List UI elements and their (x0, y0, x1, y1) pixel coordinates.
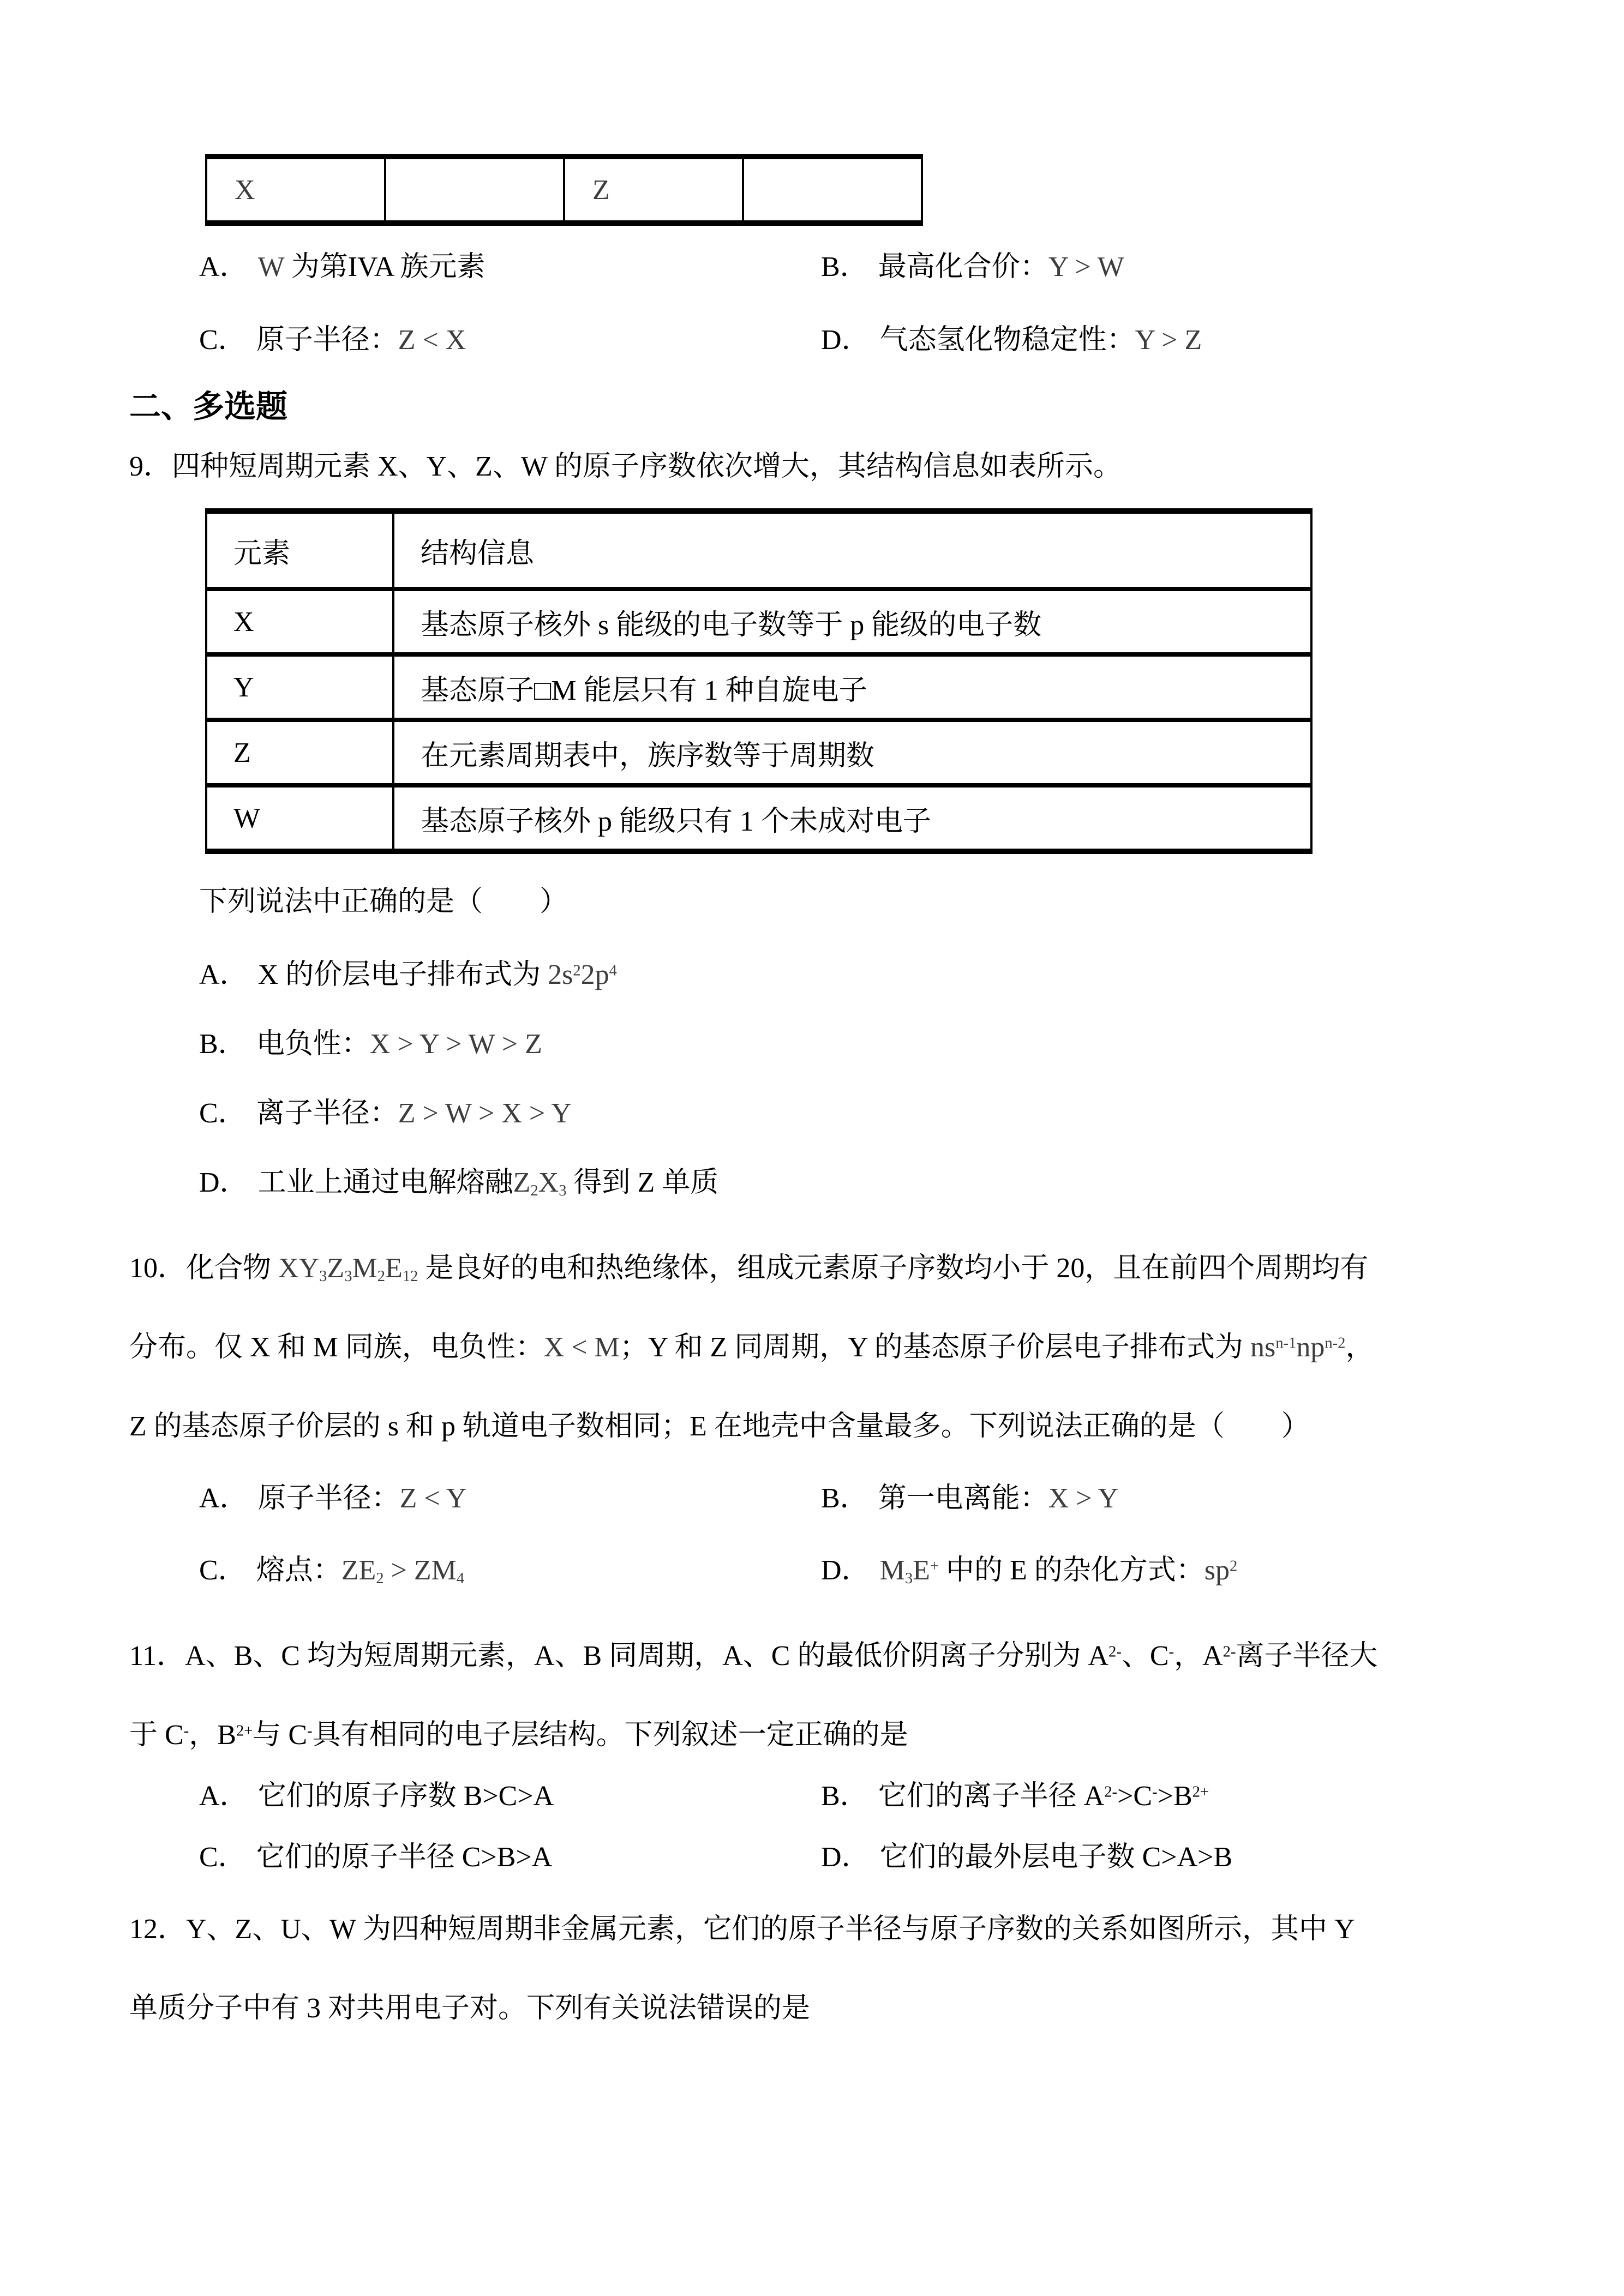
fragment-cell-x (206, 157, 385, 223)
element-x-label: X (235, 174, 255, 206)
option-label: B． (821, 1781, 868, 1812)
option-label: A． (199, 1483, 248, 1514)
header-structure-info: 结构信息 (393, 511, 1311, 589)
option-text: 工业上通过电解熔融$Z_2X_3$ 得到 Z 单质 (257, 1167, 719, 1200)
q9-structure-info-table (205, 508, 1313, 854)
q11-stem-line-1: 11．A、B、C 均为短周期元素，A、B 同周期，A、C 的最低价阴离子分别为 $A^{2-}$、C-，$A^{2-}$离子半径大 (129, 1640, 1378, 1672)
q11-option-a (199, 1777, 821, 1816)
cell-element: Z (206, 720, 393, 785)
cell-info: 基态原子核外 p 能级只有 1 个未成对电子 (393, 785, 1311, 851)
cell-info: 基态原子□M 能层只有 1 种自旋电子 (393, 654, 1311, 720)
option-text: 第一电离能：X > Y (878, 1483, 1119, 1514)
cell-element: X (206, 589, 393, 654)
option-text: $M_3E^+$ 中的 E 的杂化方式：$sp^2$ (879, 1555, 1238, 1588)
section-heading-multiple-choice: 二、多选题 (129, 389, 288, 424)
table-row-x (206, 589, 1311, 654)
option-text: 熔点：$ZE_2 > ZM_4$ (256, 1555, 465, 1588)
option-text: 它们的原子半径 C>B>A (256, 1842, 553, 1873)
q8-option-a (199, 248, 821, 287)
option-label: B． (821, 1483, 868, 1514)
q10-stem-line-3: Z 的基态原子价层的 s 和 p 轨道电子数相同；E 在地壳中含量最多。下列说法正确的是（ ） (129, 1411, 1310, 1442)
option-label: A． (199, 1781, 248, 1812)
option-label: C． (199, 324, 247, 356)
table-header-row (206, 511, 1311, 589)
cell-info: 基态原子核外 s 能级的电子数等于 p 能级的电子数 (393, 589, 1311, 654)
element-z-label: Z (592, 174, 610, 206)
q9-option-a (129, 955, 1495, 995)
option-label: D． (821, 324, 870, 356)
q10-stem-line-1: 10．化合物 $XY_3Z_3M_2E_{12}$ 是良好的电和热绝缘体，组成元素原子序数均小于 20，且在前四个周期均有 (129, 1253, 1369, 1285)
q11-stem-line-2: 于 C-，$B^{2+}$与 C-具有相同的电子层结构。下列叙述一定正确的是 (129, 1720, 908, 1751)
option-text: 最高化合价：Y > W (878, 251, 1124, 283)
q8-option-c (199, 321, 821, 360)
q10-options-row-2 (129, 1551, 1495, 1590)
table-row-w (206, 785, 1311, 851)
option-text: 电负性：X > Y > W > Z (256, 1029, 542, 1060)
option-text: 它们的原子序数 B>C>A (257, 1781, 554, 1812)
q9-option-c (129, 1094, 1495, 1133)
option-label: D． (821, 1842, 870, 1873)
q9-option-d (129, 1163, 1495, 1203)
option-label: C． (199, 1555, 247, 1586)
option-label: D． (821, 1555, 870, 1586)
q8-options-row-2 (129, 321, 1495, 360)
fragment-cell-empty-1 (385, 157, 564, 223)
cell-element: Y (206, 654, 393, 720)
header-element: 元素 (206, 511, 393, 589)
option-text: 它们的离子半径 $A^{2-}>C^->B^{2+}$ (878, 1781, 1209, 1812)
q12-stem-line-2: 单质分子中有 3 对共用电子对。下列有关说法错误的是 (129, 1993, 811, 2024)
q11-options-row-1 (129, 1777, 1495, 1816)
q8-option-b (821, 248, 1124, 287)
option-text: 它们的最外层电子数 C>A>B (879, 1842, 1233, 1873)
option-text: 原子半径：Z < Y (257, 1483, 467, 1514)
q11-option-d (821, 1838, 1232, 1877)
option-text: 气态氢化物稳定性：Y > Z (879, 324, 1202, 356)
q8-periodic-fragment-table (205, 154, 923, 226)
q11-option-b (821, 1777, 1209, 1816)
q10-option-a (199, 1479, 821, 1518)
q10-stem-line-2: 分布。仅 X 和 M 同族，电负性：X < M；Y 和 Z 同周期，Y 的基态原子价层电子排布式为 $ns^{n-1}np^{n-2}$， (129, 1332, 1374, 1363)
q9-stem: 9．四种短周期元素 X、Y、Z、W 的原子序数依次增大，其结构信息如表所示。 (129, 451, 1122, 482)
q11-options-row-2 (129, 1838, 1495, 1877)
q11-option-c (199, 1838, 821, 1877)
option-label: A． (199, 959, 248, 990)
q10-option-c (199, 1551, 821, 1590)
option-label: D． (199, 1167, 248, 1198)
fragment-cell-z (564, 157, 743, 223)
option-label: B． (821, 251, 868, 283)
q8-options-row-1 (129, 248, 1495, 287)
q8-option-d (821, 321, 1202, 360)
q10-options-row-1 (129, 1479, 1495, 1518)
fragment-cell-empty-2 (743, 157, 922, 223)
option-text: X 的价层电子排布式为 $2s^22p^4$ (257, 959, 617, 990)
q10-option-b (821, 1479, 1118, 1518)
option-label: C． (199, 1842, 247, 1873)
option-text: W 为第IVA 族元素 (257, 251, 486, 283)
q9-prompt: 下列说法中正确的是（ ） (199, 886, 568, 917)
table-row-y (206, 654, 1311, 720)
q12-stem-line-1: 12．Y、Z、U、W 为四种短周期非金属元素，它们的原子半径与原子序数的关系如图所示，其中 Y (129, 1914, 1355, 1945)
option-label: C． (199, 1098, 247, 1129)
option-text: 原子半径：Z < X (256, 324, 466, 356)
option-text: 离子半径：Z > W > X > Y (256, 1098, 572, 1129)
table-row (206, 157, 922, 223)
cell-element: W (206, 785, 393, 851)
table-row-z (206, 720, 1311, 785)
option-label: B． (199, 1029, 247, 1060)
option-label: A． (199, 251, 248, 283)
q9-option-b (129, 1025, 1495, 1064)
cell-info: 在元素周期表中，族序数等于周期数 (393, 720, 1311, 785)
q10-option-d (821, 1551, 1237, 1590)
